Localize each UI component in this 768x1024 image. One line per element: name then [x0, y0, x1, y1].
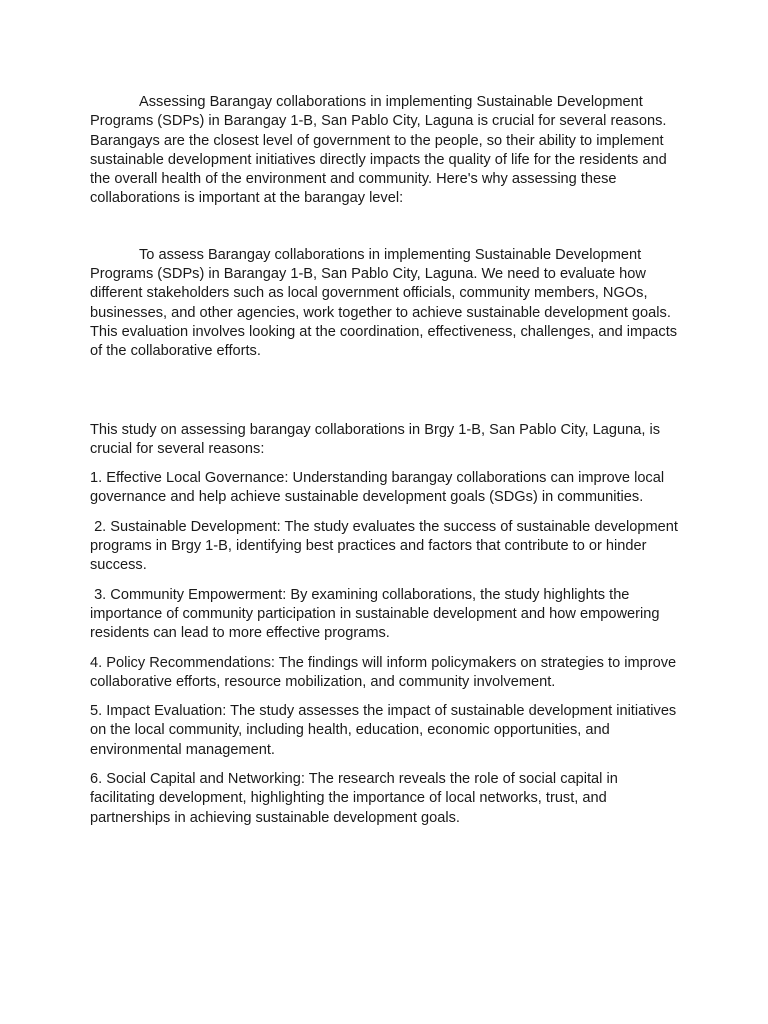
document-body — [90, 93, 680, 828]
intro-paragraph-1: Assessing Barangay collaborations in implementing Sustainable Development Programs (SDPs) in Barangay 1-B, San Pablo City, Laguna is crucial for several reasons. Barangays are the closest level of government to the people, so their ability to implement sustainable development initiatives directly impacts the quality of life for the residents and the overall health of the environment and community. Here's why assessing these collaborations is important at the barangay level: — [90, 94, 667, 207]
reason-item-2: 2. Sustainable Development: The study evaluates the success of sustainable development programs in Brgy 1-B, identifying best practices and factors that contribute to or hinder success. — [90, 518, 682, 574]
reason-item-3: 3. Community Empowerment: By examining collaborations, the study highlights the importance of community participation in sustainable development and how empowering residents can lead to more effective programs. — [90, 586, 664, 642]
reason-item-1: 1. Effective Local Governance: Understanding barangay collaborations can improve local governance and help achieve sustainable development goals (SDGs) in communities. — [90, 470, 669, 506]
reason-item-4: 4. Policy Recommendations: The findings will inform policymakers on strategies to improve collaborative efforts, resource mobilization, and community involvement. — [90, 654, 681, 690]
study-lead-paragraph: This study on assessing barangay collaborations in Brgy 1-B, San Pablo City, Laguna, is crucial for several reasons: — [90, 421, 661, 457]
reason-item-6: 6. Social Capital and Networking: The research reveals the role of social capital in facilitating development, highlighting the importance of local networks, trust, and partnerships in achieving sustainable development goals. — [90, 771, 622, 826]
intro-paragraph-2: To assess Barangay collaborations in implementing Sustainable Development Programs (SDPs) in Barangay 1-B, San Pablo City, Laguna. We need to evaluate how different stakeholders such as local government officials, community members, NGOs, businesses, and other agencies, work together to achieve sustainable development goals. This evaluation involves looking at the coordination, effectiveness, challenges, and impacts of the collaborative efforts. — [90, 246, 678, 360]
reason-item-5: 5. Impact Evaluation: The study assesses the impact of sustainable development initiatives on the local community, including health, education, economic opportunities, and environmental management. — [90, 703, 681, 758]
